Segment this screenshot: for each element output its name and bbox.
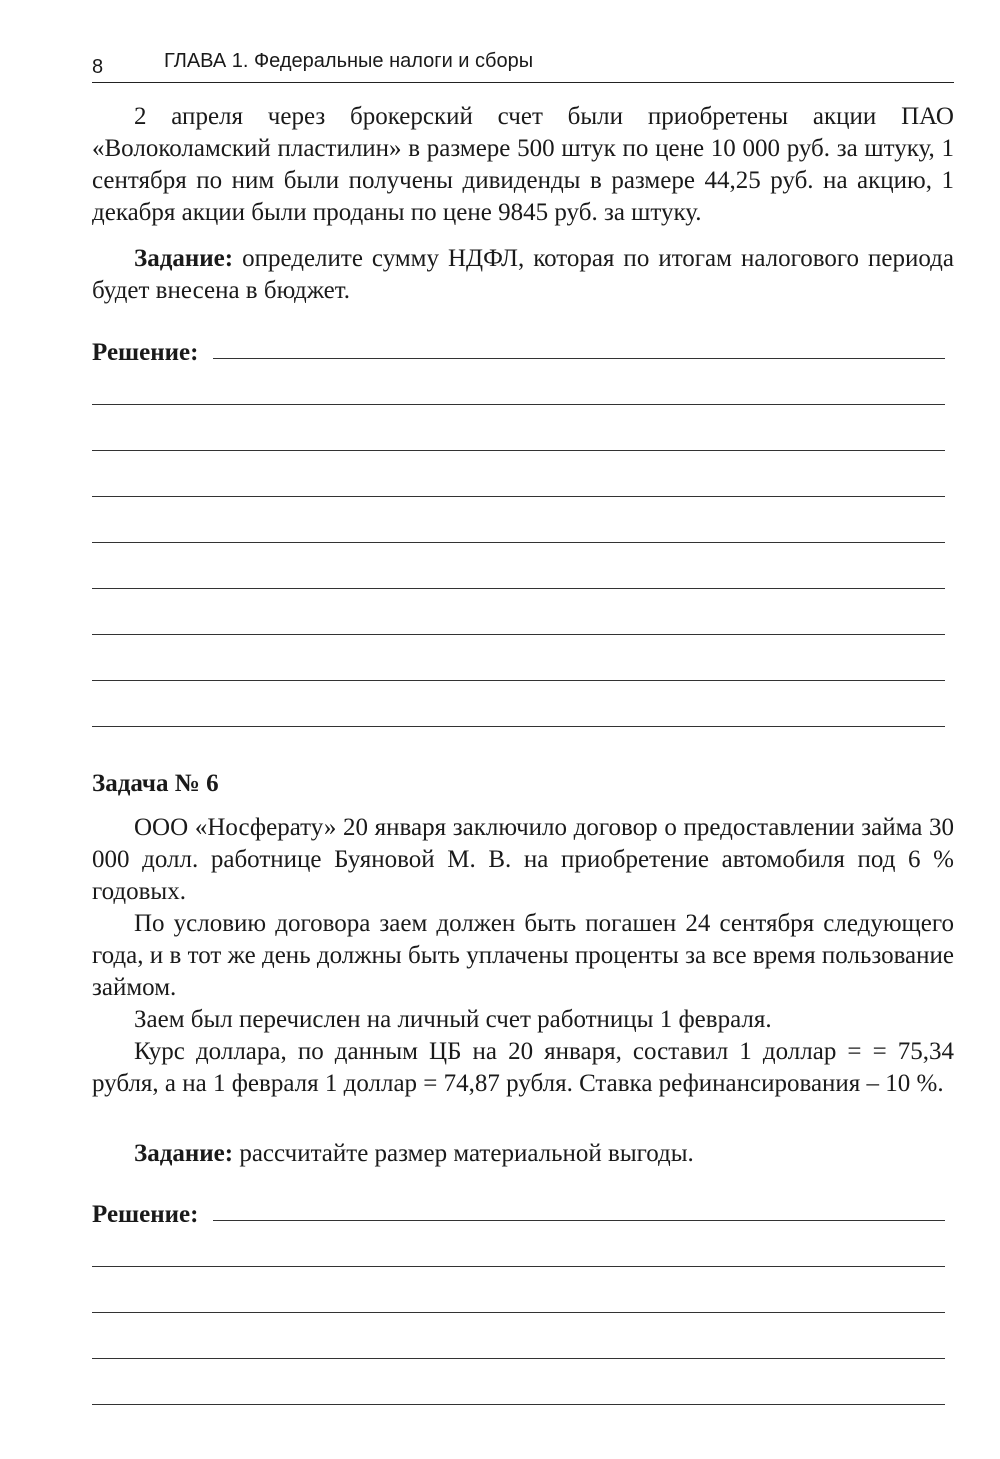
problem5-answer-line[interactable] (92, 404, 945, 405)
problem6-answer-line[interactable] (92, 1266, 945, 1267)
problem6-task-text: рассчитайте размер материальной выгоды. (233, 1140, 694, 1167)
problem6-task (92, 1138, 954, 1170)
problem6-paragraph: Заем был перечислен на личный счет работницы 1 февраля. (134, 1006, 772, 1033)
problem6-answer-line[interactable] (92, 1358, 945, 1359)
problem5-answer-line[interactable] (92, 634, 945, 635)
problem6-solution-label: Решение: (92, 1201, 199, 1228)
problem6-answer-line[interactable] (92, 1312, 945, 1313)
problem5-answer-line[interactable] (92, 496, 945, 497)
problem5-answer-line[interactable] (92, 542, 945, 543)
problem5-condition: 2 апреля через брокерский счет были приобретены акции ПАО «Волоколамский пластилин» в размере 500 штук по цене 10 000 руб. за штуку, 1 сентября по ним были получены дивиденды в размере 44,25 руб. на акцию, 1 декабря акции были проданы по цене 9845 руб. за штуку. (92, 103, 954, 226)
problem6-paragraph: По условию договора заем должен быть погашен 24 сентября следующего года, и в тот же день должны быть уплачены проценты за все время пользование займом. (92, 910, 954, 1001)
problem5-task (92, 243, 954, 307)
problem6-paragraph: ООО «Носферату» 20 января заключило договор о предоставлении займа 30 000 долл. работнице Буяновой М. В. на приобретение автомобиля под 6 % годовых. (92, 814, 954, 905)
problem5-answer-line[interactable] (92, 680, 945, 681)
problem6-task-label: Задание: (134, 1140, 234, 1167)
problem5-answer-line[interactable] (92, 588, 945, 589)
problem5-task-label: Задание: (134, 245, 234, 272)
problem5-answer-line[interactable] (213, 358, 945, 359)
problem6-title: Задача № 6 (92, 770, 219, 797)
problem5-task-text: определите сумму НДФЛ, которая по итогам налогового периода будет внесена в бюджет. (92, 245, 954, 304)
problem5-answer-line[interactable] (92, 726, 945, 727)
page-header (92, 50, 954, 83)
problem6-answer-line[interactable] (92, 1404, 945, 1405)
problem6-paragraph: Курс доллара, по данным ЦБ на 20 января, составил 1 доллар = = 75,34 рубля, а на 1 февраля 1 доллар = 74,87 рубля. Ставка рефинансирования – 10 %. (92, 1038, 954, 1097)
problem5-solution-label: Решение: (92, 339, 199, 366)
problem5-answer-line[interactable] (92, 450, 945, 451)
chapter-title: ГЛАВА 1. Федеральные налоги и сборы (164, 50, 534, 72)
problem6-answer-line[interactable] (213, 1220, 945, 1221)
page-number: 8 (92, 56, 104, 78)
